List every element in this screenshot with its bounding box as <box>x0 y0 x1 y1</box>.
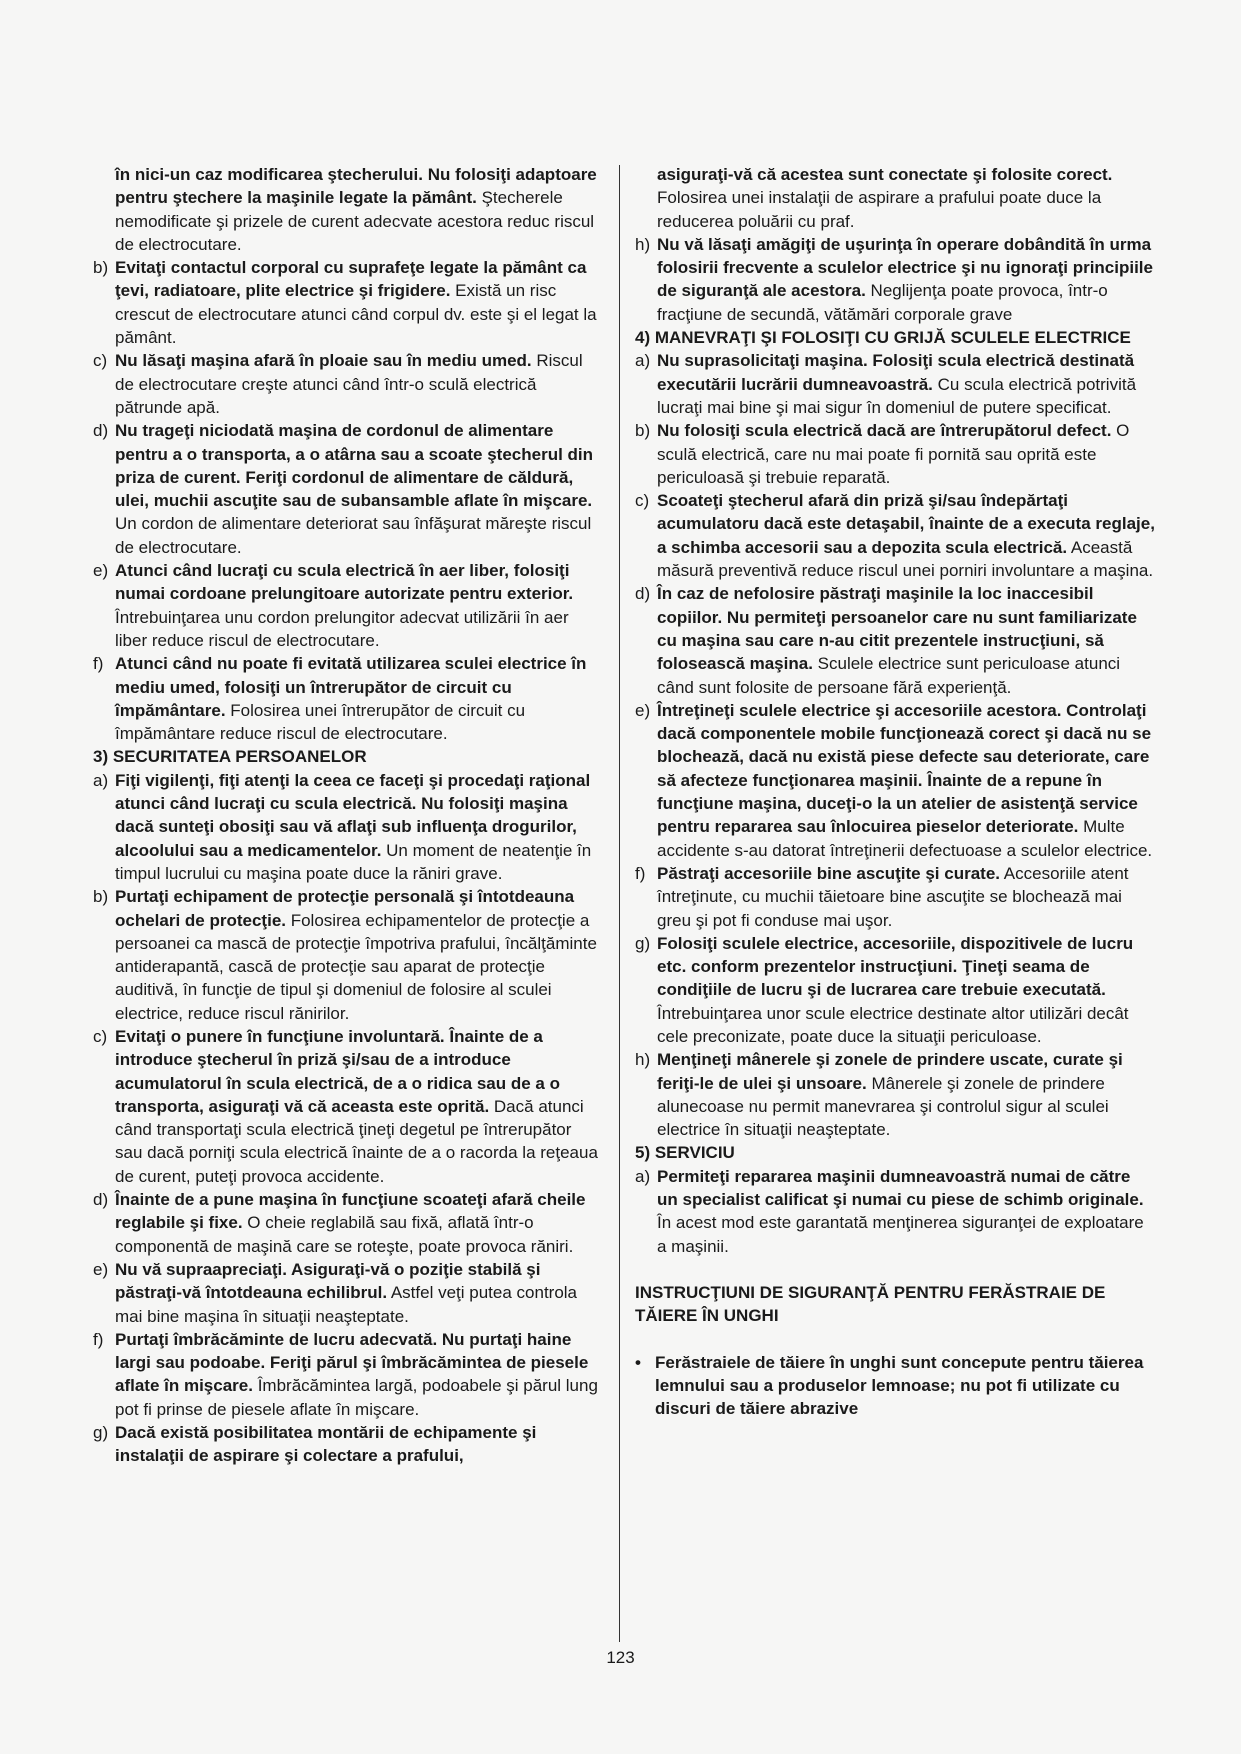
safety-heading: INSTRUCŢIUNI DE SIGURANŢĂ PENTRU FERĂSTRAIE DE TĂIERE ÎN UNGHI <box>635 1282 1106 1326</box>
continuation-paragraph: asiguraţi-vă că acestea sunt conectate şi folosite corect. Folosirea unei instalaţii de aspirare a prafului poate duce la reducerea poluării cu praf. <box>657 165 1113 231</box>
spacer <box>635 1258 1155 1281</box>
list-item-h: h) Nu vă lăsaţi amăgiţi de uşurinţa în operare dobândită în urma folosirii frecvente a sculelor electrice şi nu ignoraţi principiile de siguranţă ale acestora. Neglijenţa poate provoca, într-o fracţiune de secundă, vătămări corporale grave <box>635 234 1153 324</box>
page-number: 123 <box>606 1648 635 1667</box>
section-heading-3: 3) SECURITATEA PERSOANELOR <box>93 747 367 767</box>
left-column <box>93 163 603 1468</box>
list-item-4d: d) În caz de nefolosire păstraţi maşinile la loc inaccesibil copiilor. Nu permiteţi persoanelor care nu sunt familiarizate cu maşina sau care n-au citit prezentele instrucţiuni, să folosească maşina. Sculele electrice sunt periculoase atunci când sunt folosite de persoane fără experienţă. <box>635 584 1137 697</box>
right-column <box>635 163 1155 1420</box>
list-item-4c: c) Scoateţi ştecherul afară din priză şi/sau îndepărtaţi acumulatoru dacă este detaşabil, înainte de a executa reglaje, a schimba accesorii sau a depozita scula electrică. Această măsură preventivă reduce riscul unei porniri involuntare a maşina. <box>635 491 1155 581</box>
bullet-icon: • <box>635 1352 641 1372</box>
list-item-3c: c) Evitaţi o punere în funcţiune involuntară. Înainte de a introduce ştecherul în priză şi/sau de a introduce acumulatorul în scula electrică, de a o ridica sau de a o transporta, asiguraţi vă că aceasta este oprită. Dacă atunci când transportaţi scula electrică ţineţi degetul pe întrerupător sau dacă porniţi scula electrică înainte de a o racorda la reţeaua de curent, puteţi provoca accidente. <box>93 1026 598 1186</box>
list-item-4b: b) Nu folosiţi scula electrică dacă are întrerupătorul defect. O sculă electrică, care nu mai poate fi pornită sau oprită este periculoasă şi trebuie reparată. <box>635 421 1130 487</box>
column-divider <box>619 165 620 1642</box>
list-item-e: e) Atunci când lucraţi cu scula electrică în aer liber, folosiţi numai cordoane prelungitoare autorizate pentru exterior. Întrebuinţarea unu cordon prelungitor adecvat utilizării în aer liber reduce riscul de electrocutare. <box>93 561 574 650</box>
list-item-3a: a) Fiţi vigilenţi, fiţi atenţi la ceea ce faceţi şi procedaţi raţional atunci când lucraţi cu scula electrică. Nu folosiţi maşina dacă sunteţi obosiţi sau vă aflaţi sub influenţa drogurilor, alcoolului sau a medicamentelor. Un moment de neatenţie în timpul lucrului cu maşina poate duce la răniri grave. <box>93 770 592 883</box>
list-item-c: c) Nu lăsaţi maşina afară în ploaie sau în mediu umed. Riscul de electrocutare creşte atunci când într-o sculă electrică pătrunde apă. <box>93 351 583 417</box>
list-item-5a: a) Permiteţi repararea maşinii dumneavoastră numai de către un specialist calificat şi numai cu piese de schimb originale. În acest mod este garantată menţinerea siguranţei de exploatare a maşinii. <box>635 1166 1144 1256</box>
continuation-paragraph: în nici-un caz modificarea ştecherului. Nu folosiţi adaptoare pentru ştechere la maşinile legate la pământ. Ştecherele nemodificate şi prizele de curent adecvate acestora reduc riscul de electrocutare. <box>115 165 597 254</box>
list-item-3f: f) Purtaţi îmbrăcăminte de lucru adecvată. Nu purtaţi haine largi sau podoabe. Feriţi părul şi îmbrăcămintea de piesele aflate în mişcare. Îmbrăcămintea largă, podoabele şi părul lung pot fi prinse de piesele aflate în mişcare. <box>93 1329 598 1419</box>
list-item-3d: d) Înainte de a pune maşina în funcţiune scoateţi afară cheile reglabile şi fixe. O cheie reglabilă sau fixă, aflată într-o componentă de maşină care se roteşte, poate provoca răniri. <box>93 1190 586 1256</box>
spacer <box>635 1328 1155 1351</box>
list-item-4f: f) Păstraţi accesoriile bine ascuţite şi curate. Accesoriile atent întreţinute, cu muchii tăietoare bine ascuţite se blochează mai greu şi pot fi conduse mai uşor. <box>635 863 1129 930</box>
list-item-d: d) Nu trageţi niciodată maşina de cordonul de alimentare pentru a o transporta, a o atârna sau a scoate ştecherul din priza de curent. Feriţi cordonul de alimentare de căldură, ulei, muchii ascuţite sau de subansamble aflate în mişcare. Un cordon de alimentare deteriorat sau înfăşurat măreşte riscul de electrocutare. <box>93 421 594 557</box>
section-heading-4: 4) MANEVRAŢI ŞI FOLOSIŢI CU GRIJĂ SCULELE ELECTRICE <box>635 328 1131 348</box>
list-item-4a: a) Nu suprasolicitaţi maşina. Folosiţi scula electrică destinată executării lucrării dumneavoastră. Cu scula electrică potrivită lucraţi mai bine şi mai sigur în domeniul de putere specificat. <box>635 351 1137 417</box>
list-item-4h: h) Menţineţi mânerele şi zonele de prindere uscate, curate şi feriţi-le de ulei şi unsoare. Mânerele şi zonele de prindere alunecoase nu permit manevrarea şi controlul sigur al sculei electrice în situaţii neaşteptate. <box>635 1050 1123 1140</box>
bullet-item: • Ferăstraiele de tăiere în unghi sunt concepute pentru tăierea lemnului sau a produselor lemnoase; nu pot fi utilizate cu discuri de tăiere abrazive <box>635 1352 1144 1419</box>
list-item-3g: g) Dacă există posibilitatea montării de echipamente şi instalaţii de aspirare şi colectare a prafului, <box>93 1423 537 1466</box>
section-heading-5: 5) SERVICIU <box>635 1143 735 1163</box>
list-item-3b: b) Purtaţi echipament de protecţie personală şi întotdeauna ochelari de protecţie. Folosirea echipamentelor de protecţie a persoanei ca mască de protecţie împotriva prafului, încălţăminte antiderapantă, cască de protecţie sau aparat de protecţie auditivă, în funcţie de tipul şi domeniul de folosire al sculei electrice, reduce riscul rănirilor. <box>93 887 597 1023</box>
list-item-f: f) Atunci când nu poate fi evitată utilizarea sculei electrice în mediu umed, folosiţi un întrerupător de circuit cu împământare. Folosirea unei întrerupător de circuit cu împământare reduce riscul de electrocutare. <box>93 654 587 744</box>
list-item-4e: e) Întreţineţi sculele electrice şi accesoriile acestora. Controlaţi dacă componentele mobile funcţionează corect şi dacă nu se blochează, dacă nu există piese defecte sau deteriorate, care să afecteze funcţionarea maşinii. Înainte de a repune în funcţiune maşina, duceţi-o la un atelier de asistenţă service pentru repararea sau înlocuirea pieselor deteriorate. Multe accidente s-au datorat întreţinerii defectuoase a sculelor electrice. <box>635 700 1153 860</box>
list-item-4g: g) Folosiţi sculele electrice, accesoriile, dispozitivele de lucru etc. conform prezentelor instrucţiuni. Ţineţi seama de condiţiile de lucru şi de lucrarea care trebuie executată. Întrebuinţarea unor scule electrice destinate altor utilizări decât cele preconizate, poate duce la situaţii periculoase. <box>635 933 1134 1046</box>
list-item-b: b) Evitaţi contactul corporal cu suprafeţe legate la pământ ca ţevi, radiatoare, plite electrice şi frigidere. Există un risc crescut de electrocutare atunci când corpul dv. este şi el legat la pământ. <box>93 258 597 348</box>
list-item-3e: e) Nu vă supraapreciaţi. Asiguraţi-vă o poziţie stabilă şi păstraţi-vă întotdeauna echilibrul. Astfel veţi putea controla mai bine maşina în situaţii neaşteptate. <box>93 1259 578 1326</box>
